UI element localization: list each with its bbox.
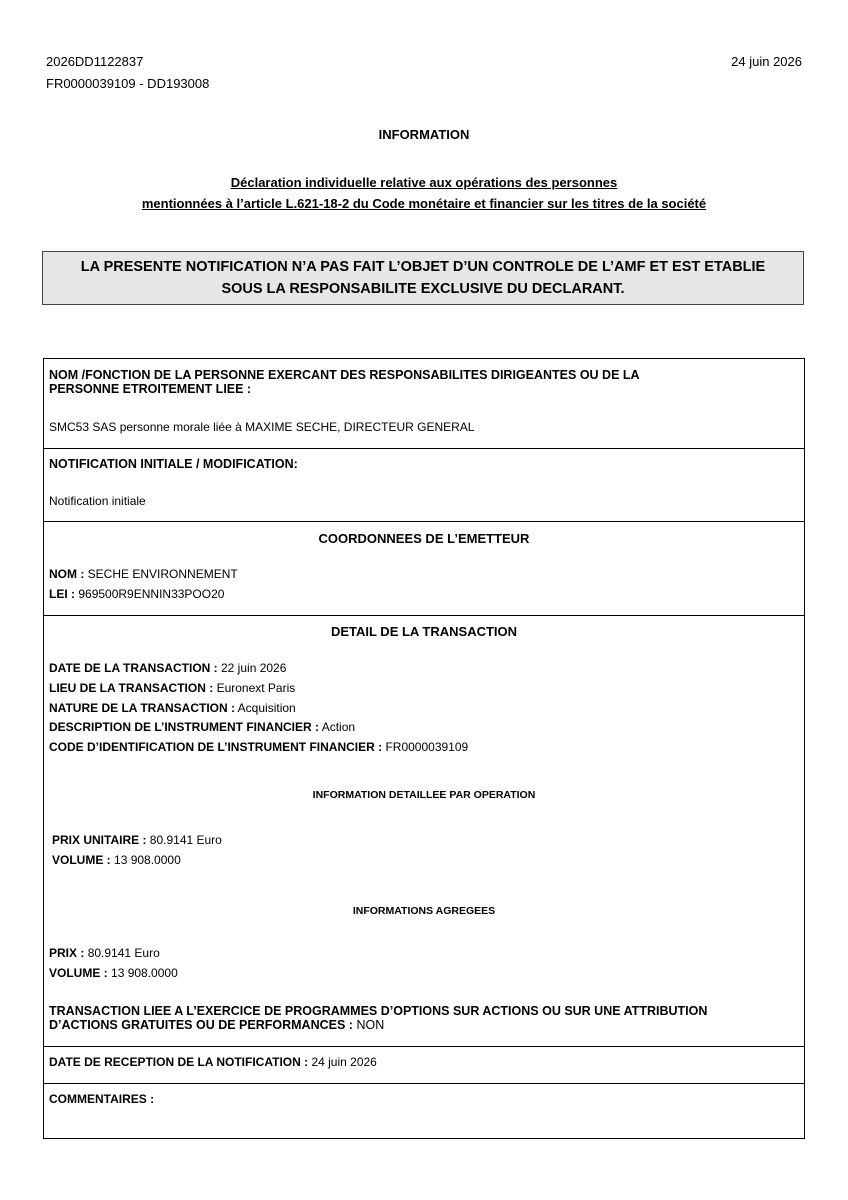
person-heading <box>49 368 640 396</box>
aggregated-price-label: PRIX : <box>49 946 85 960</box>
unit-price <box>52 833 222 847</box>
aggregated-price <box>49 946 160 960</box>
divider <box>44 1046 804 1047</box>
issuer-name-value: SECHE ENVIRONNEMENT <box>87 567 238 581</box>
options-line-1: TRANSACTION LIEE A L’EXERCICE DE PROGRAMMES D’OPTIONS SUR ACTIONS OU SUR UNE ATTRIBUTION <box>49 1004 708 1018</box>
issuer-lei <box>49 587 224 601</box>
op-volume-value: 13 908.0000 <box>114 853 181 867</box>
document-date: 24 juin 2026 <box>731 54 802 69</box>
issuer-lei-value: 969500R9ENNIN33POO20 <box>78 587 225 601</box>
banner-line-1: LA PRESENTE NOTIFICATION N’A PAS FAIT L’OBJET D’UN CONTROLE DE L’AMF ET EST ETABLIE <box>80 259 766 275</box>
notification-heading: NOTIFICATION INITIALE / MODIFICATION: <box>49 457 298 471</box>
transaction-nature-value: Acquisition <box>237 701 296 715</box>
subtitle-line-2: mentionnées à l’article L.621-18-2 du Code monétaire et financier sur les titres de la société <box>141 196 707 211</box>
aggregated-heading: INFORMATIONS AGREGEES <box>352 905 496 917</box>
subtitle <box>0 172 848 214</box>
transaction-place-value: Euronext Paris <box>216 681 296 695</box>
divider <box>44 1083 804 1084</box>
issuer-heading: COORDONNEES DE L’EMETTEUR <box>318 531 530 546</box>
isin-reference: FR0000039109 - DD193008 <box>46 76 210 91</box>
options-value: NON <box>356 1018 385 1032</box>
op-volume <box>52 853 181 867</box>
reception-date-label: DATE DE RECEPTION DE LA NOTIFICATION : <box>49 1055 309 1069</box>
instrument-code-value: FR0000039109 <box>385 740 469 754</box>
transaction-place <box>49 681 295 695</box>
aggregated-price-value: 80.9141 Euro <box>87 946 160 960</box>
amf-warning-banner <box>42 251 804 305</box>
transaction-date-label: DATE DE LA TRANSACTION : <box>49 661 218 675</box>
divider <box>44 521 804 522</box>
instrument-code <box>49 740 468 754</box>
unit-price-value: 80.9141 Euro <box>149 833 222 847</box>
op-volume-label: VOLUME : <box>52 853 111 867</box>
reception-date <box>49 1055 377 1069</box>
person-heading-line-2: PERSONNE ETROITEMENT LIEE : <box>49 382 252 396</box>
divider <box>44 615 804 616</box>
reception-date-value: 24 juin 2026 <box>311 1055 377 1069</box>
transaction-heading: DETAIL DE LA TRANSACTION <box>330 624 518 639</box>
issuer-name-label: NOM : <box>49 567 85 581</box>
transaction-place-label: LIEU DE LA TRANSACTION : <box>49 681 214 695</box>
detail-op-heading: INFORMATION DETAILLEE PAR OPERATION <box>312 789 536 801</box>
aggregated-volume-label: VOLUME : <box>49 966 108 980</box>
options-line-2-label: D’ACTIONS GRATUITES OU DE PERFORMANCES : <box>49 1018 353 1032</box>
unit-price-label: PRIX UNITAIRE : <box>52 833 147 847</box>
transaction-date-value: 22 juin 2026 <box>221 661 287 675</box>
banner-line-2: SOUS LA RESPONSABILITE EXCLUSIVE DU DECLARANT. <box>221 281 625 297</box>
issuer-lei-label: LEI : <box>49 587 75 601</box>
transaction-date <box>49 661 286 675</box>
transaction-nature-label: NATURE DE LA TRANSACTION : <box>49 701 235 715</box>
person-value: SMC53 SAS personne morale liée à MAXIME SECHE, DIRECTEUR GENERAL <box>49 420 475 434</box>
instrument-description <box>49 720 355 734</box>
instrument-description-value: Action <box>321 720 356 734</box>
page-title: INFORMATION <box>378 127 470 142</box>
person-heading-line-1: NOM /FONCTION DE LA PERSONNE EXERCANT DES RESPONSABILITES DIRIGEANTES OU DE LA <box>49 368 640 382</box>
issuer-name <box>49 567 238 581</box>
subtitle-line-1: Déclaration individuelle relative aux opérations des personnes <box>230 175 618 190</box>
comments-label: COMMENTAIRES : <box>49 1092 155 1106</box>
options-statement <box>49 1004 707 1032</box>
transaction-nature <box>49 701 296 715</box>
aggregated-volume-value: 13 908.0000 <box>111 966 178 980</box>
instrument-code-label: CODE D’IDENTIFICATION DE L’INSTRUMENT FINANCIER : <box>49 740 383 754</box>
aggregated-volume <box>49 966 178 980</box>
notification-value: Notification initiale <box>49 494 146 508</box>
declaration-box <box>43 358 805 1139</box>
divider <box>44 448 804 449</box>
document-reference: 2026DD1122837 <box>46 54 144 69</box>
instrument-description-label: DESCRIPTION DE L’INSTRUMENT FINANCIER : <box>49 720 320 734</box>
